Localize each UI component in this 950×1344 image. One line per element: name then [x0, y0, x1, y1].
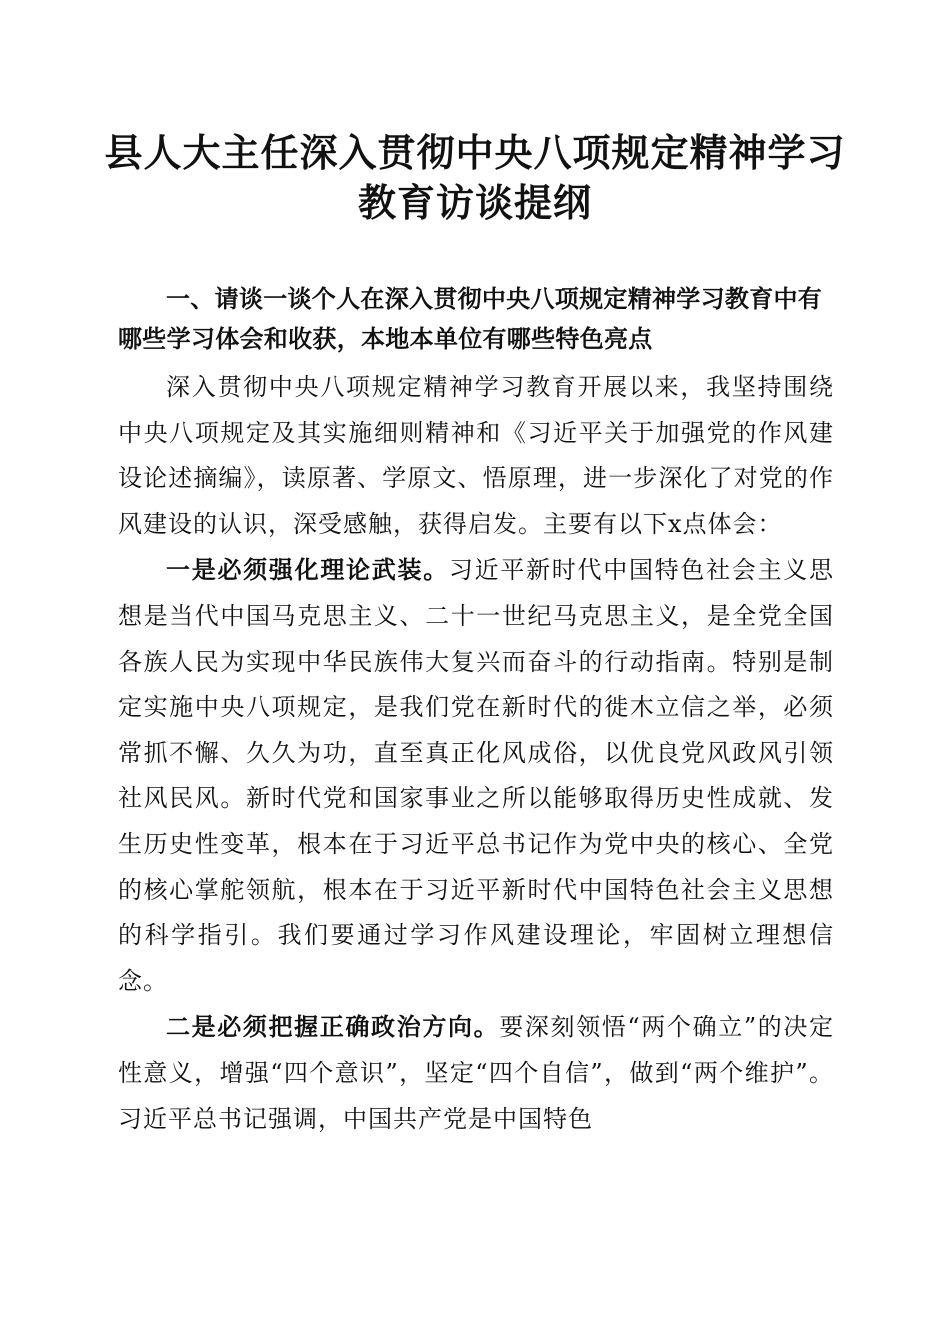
section-heading: 一、请谈一谈个人在深入贯彻中央八项规定精神学习教育中有哪些学习体会和收获，本地本单位有哪些特色亮点	[118, 285, 823, 353]
point-one-lead: 一是必须强化理论武装。	[166, 556, 449, 585]
point-one-paragraph	[118, 548, 834, 1004]
document-body	[118, 279, 834, 1142]
point-two-paragraph	[118, 1005, 834, 1142]
document-title: 县人大主任深入贯彻中央八项规定精神学习教育访谈提纲	[104, 130, 846, 225]
point-two-lead: 二是必须把握正确政治方向。	[166, 1013, 500, 1042]
intro-paragraph: 深入贯彻中央八项规定精神学习教育开展以来，我坚持围绕中央八项规定及其实施细则精神和《习近平关于加强党的作风建设论述摘编》，读原著、学原文、悟原理，进一步深化了对党的作风建设的认识，深受感触，获得启发。主要有以下x点体会：	[118, 373, 834, 538]
point-one-body: 习近平新时代中国特色社会主义思想是当代中国马克思主义、二十一世纪马克思主义，是全党全国各族人民为实现中华民族伟大复兴而奋斗的行动指南。特别是制定实施中央八项规定，是我们党在新时代的徙木立信之举，必须常抓不懈、久久为功，直至真正化风成俗，以优良党风政风引领社风民风。新时代党和国家事业之所以能够取得历史性成就、发生历史性变革，根本在于习近平总书记作为党中央的核心、全党的核心掌舵领航，根本在于习近平新时代中国特色社会主义思想的科学指引。我们要通过学习作风建设理论，牢固树立理想信念。	[118, 556, 835, 995]
point-two-body: 要深刻领悟“两个确立”的决定性意义，增强“四个意识”，坚定“四个自信”，做到“两个维护”。习近平总书记强调，中国共产党是中国特色	[118, 1013, 834, 1133]
